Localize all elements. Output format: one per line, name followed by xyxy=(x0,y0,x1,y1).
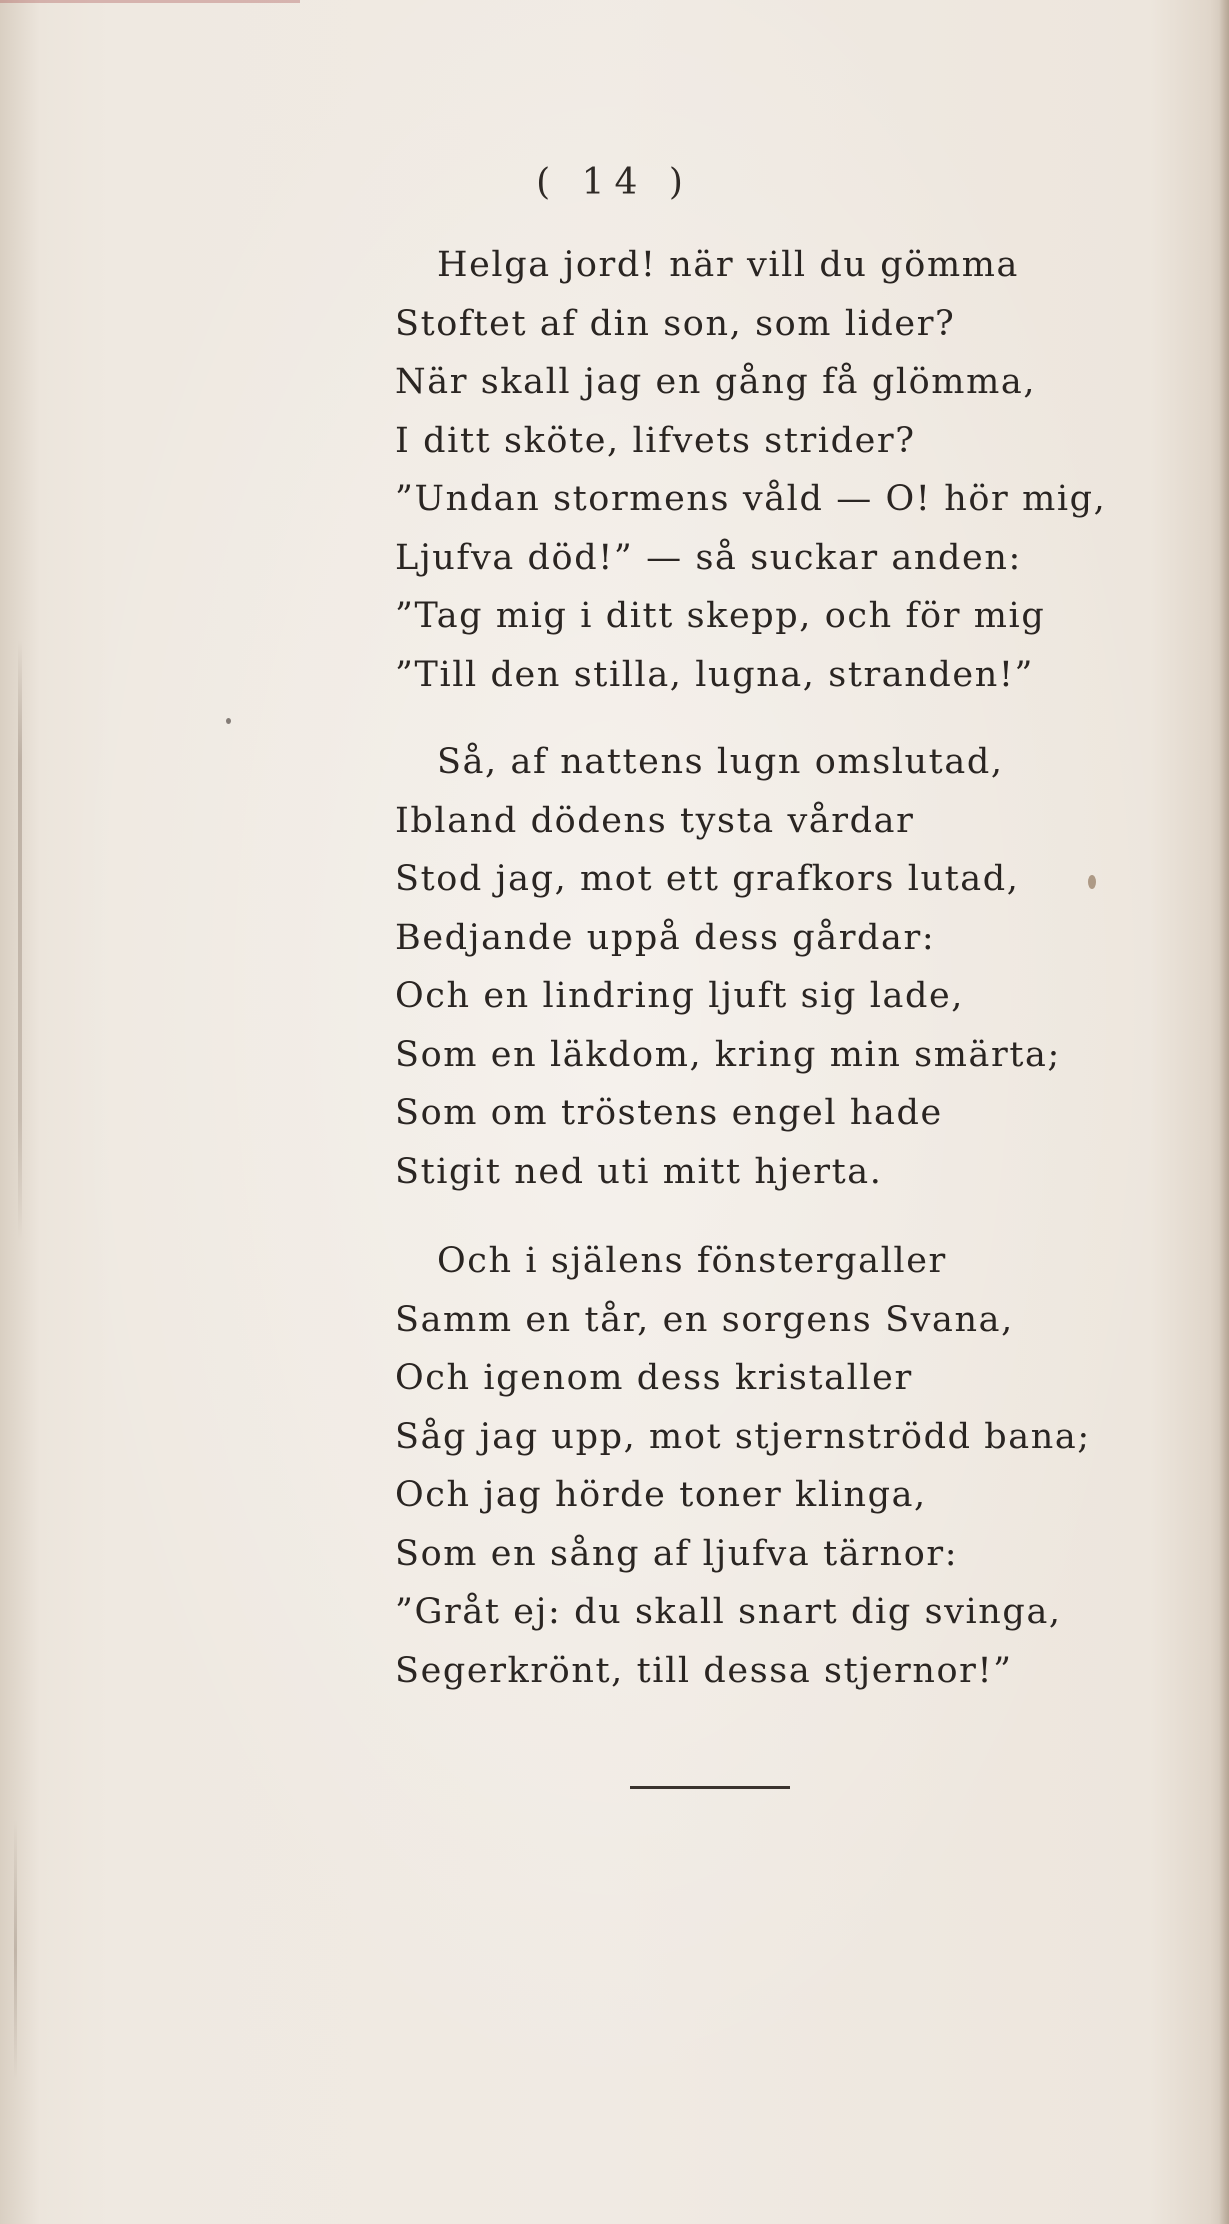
verse-line: ”Tag mig i ditt skepp, och för mig xyxy=(395,596,1046,636)
page-edge-shadow xyxy=(1219,0,1229,2224)
binding-edge xyxy=(18,640,22,1240)
verse-line: När skall jag en gång få glömma, xyxy=(395,362,1037,402)
verse-line: ”Undan stormens våld — O! hör mig, xyxy=(395,479,1107,519)
page-edge-mark xyxy=(0,0,300,3)
foxing-spot xyxy=(226,718,231,724)
end-rule xyxy=(630,1786,790,1789)
verse-line: ”Till den stilla, lugna, stranden!” xyxy=(395,654,1035,695)
foxing-spot xyxy=(1088,875,1096,889)
verse-line: Samm en tår, en sorgens Svana, xyxy=(395,1299,1014,1340)
verse-line: Stoftet af din son, som lider? xyxy=(395,303,956,344)
verse-line: Stigit ned uti mitt hjerta. xyxy=(395,1151,883,1192)
binding-edge-lower xyxy=(14,1820,17,2080)
stanza-1 xyxy=(395,236,1106,704)
stanza-3 xyxy=(395,1232,1091,1700)
verse-line: I ditt sköte, lifvets strider? xyxy=(395,420,916,461)
verse-line: Och igenom dess kristaller xyxy=(395,1358,913,1398)
verse-line: Och i själens fönstergaller xyxy=(437,1241,947,1281)
verse-line: Ljufva död!” — så suckar anden: xyxy=(395,537,1022,578)
verse-line: Som en läkdom, kring min smärta; xyxy=(395,1034,1061,1075)
verse-line: Såg jag upp, mot stjernströdd bana; xyxy=(395,1416,1091,1457)
verse-line: Segerkrönt, till dessa stjernor!” xyxy=(395,1650,1013,1691)
verse-line: Så, af nattens lugn omslutad, xyxy=(437,742,1004,782)
stanza-2 xyxy=(395,733,1061,1201)
verse-line: Och jag hörde toner klinga, xyxy=(395,1475,927,1515)
verse-line: Som om tröstens engel hade xyxy=(395,1093,943,1133)
verse-line: Bedjande uppå dess gårdar: xyxy=(395,917,936,958)
verse-line: Ibland dödens tysta vårdar xyxy=(395,800,915,841)
verse-line: Som en sång af ljufva tärnor: xyxy=(395,1533,959,1574)
page-number: ( 14 ) xyxy=(536,162,693,203)
verse-line: Helga jord! när vill du gömma xyxy=(437,245,1020,285)
verse-line: ”Gråt ej: du skall snart dig svinga, xyxy=(395,1592,1062,1632)
verse-line: Stod jag, mot ett grafkors lutad, xyxy=(395,859,1020,899)
verse-line: Och en lindring ljuft sig lade, xyxy=(395,976,964,1016)
